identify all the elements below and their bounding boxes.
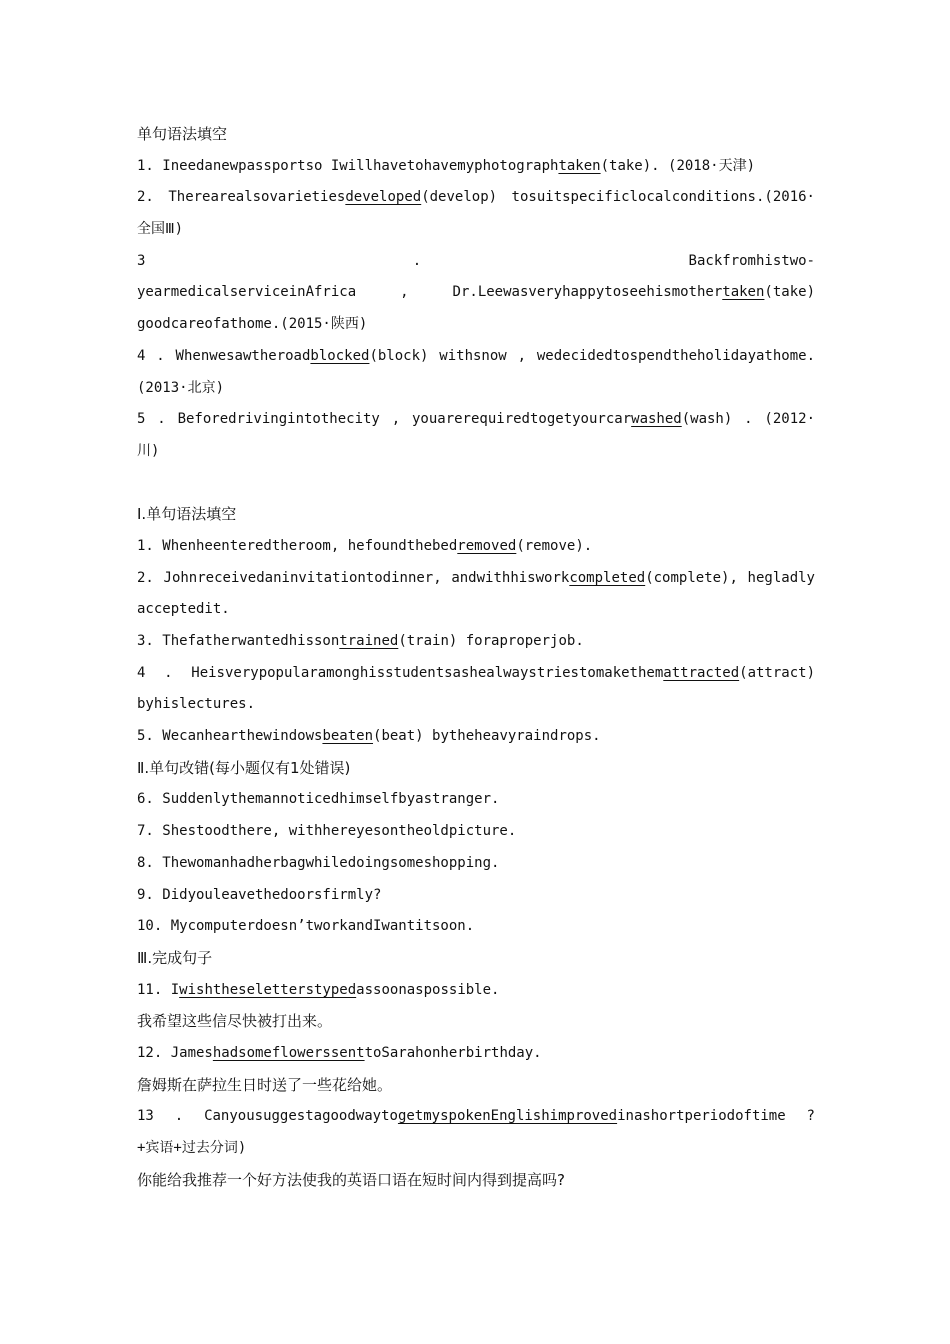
sentence-text: 2. Therearealsovarieties <box>137 189 346 206</box>
sentence-text: byhislectures. <box>137 696 256 713</box>
sentence-text: 川) <box>137 442 160 459</box>
exercise-line <box>137 214 815 246</box>
sentence-text: (block) withsnow , wedecidedtospendtheholidayathome. <box>369 347 815 364</box>
exercise-line <box>137 246 815 278</box>
sentence-text: (wash) . (2012· <box>681 411 815 428</box>
answer-underlined: removed <box>457 537 517 554</box>
sentence-text: (train) foraproperjob. <box>398 633 584 649</box>
sentence-text: 全国Ⅲ) <box>137 221 184 238</box>
translation-text: 詹姆斯在萨拉生日时送了一些花给她。 <box>137 1075 393 1094</box>
sentence-text: toSarahonherbirthday. <box>364 1044 542 1061</box>
spacer <box>137 468 815 500</box>
answer-underlined: trained <box>339 633 399 649</box>
answer-underlined: getmyspokenEnglishimproved <box>397 1108 618 1125</box>
exercise-item <box>137 341 815 404</box>
correction-item: 10. Mycomputerdoesn’tworkandIwantitsoon. <box>137 918 475 935</box>
sentence-text: 5 . Beforedrivingintothecity , youarerequiredtogetyourcar <box>137 411 632 428</box>
correction-item: 9. Didyouleavethedoorsfirmly? <box>137 886 382 903</box>
exercise-line <box>137 404 815 436</box>
sentence-text: 4 . Whenwesawtheroad <box>137 347 311 364</box>
sentence-text: acceptedit. <box>137 601 230 618</box>
sentence-text: 1. Whenheenteredtheroom, hefoundthebed <box>137 537 458 554</box>
sentence-text: (complete), hegladly <box>645 569 815 586</box>
sentence-text: 12. James <box>137 1044 213 1061</box>
exercise-line <box>137 277 815 309</box>
exercise-line <box>137 721 815 753</box>
sentence-text: (attract) <box>739 664 815 681</box>
sentence-text: 11. I <box>137 981 180 998</box>
exercise-line <box>137 373 815 405</box>
answer-underlined: taken <box>558 157 601 174</box>
exercise-item <box>137 1038 815 1101</box>
exercise-item <box>137 151 815 183</box>
exercise-line <box>137 151 815 183</box>
answer-underlined: washed <box>631 411 682 428</box>
sentence-text: 3. Thefatherwantedhisson <box>137 633 340 649</box>
exercise-item <box>137 404 815 467</box>
exercise-line <box>137 594 815 626</box>
answer-underlined: wishtheseletterstyped <box>179 981 357 998</box>
sentence-text: yearmedicalserviceinAfrica , Dr.Leewasveryhappytoseehismother <box>137 284 723 301</box>
sentence-text: (remove). <box>516 537 593 554</box>
answer-underlined: blocked <box>310 347 370 364</box>
exercise-line <box>137 626 815 658</box>
sentence-text: assoonaspossible. <box>356 981 500 998</box>
exercise-item <box>137 246 815 341</box>
exercise-line <box>137 436 815 468</box>
translation-text: 你能给我推荐一个好方法使我的英语口语在短时间内得到提高吗? <box>137 1170 565 1189</box>
sentence-text: (take). (2018·天津) <box>600 157 756 174</box>
sentence-text: (beat) bytheheavyraindrops. <box>373 728 601 745</box>
sentence-text: (2013·北京) <box>137 379 225 396</box>
exercise-line <box>137 1133 815 1165</box>
section-heading: Ⅲ.完成句子 <box>137 948 213 967</box>
answer-underlined: hadsomeflowerssent <box>212 1044 365 1061</box>
exercise-item <box>137 721 815 753</box>
exercise-item <box>137 182 815 245</box>
exercise-item <box>137 626 815 658</box>
exercise-line <box>137 975 815 1007</box>
sentence-text: (develop) tosuitspecificlocalconditions.(2016· <box>421 189 815 206</box>
sentence-text: goodcareofathome.(2015·陕西) <box>137 316 368 333</box>
section-heading: 单句语法填空 <box>137 125 228 143</box>
exercise-line <box>137 531 815 563</box>
exercise-line <box>137 1038 815 1070</box>
exercise-item <box>137 1101 815 1196</box>
exercise-line <box>137 341 815 373</box>
exercise-line <box>137 689 815 721</box>
section-heading: Ⅱ.单句改错(每小题仅有1处错误) <box>137 758 351 777</box>
sentence-text: +宾语+过去分词) <box>137 1140 247 1156</box>
section-heading: Ⅰ.单句语法填空 <box>137 505 237 524</box>
answer-underlined: beaten <box>322 728 374 745</box>
correction-item: 7. Shestoodthere, withhereyesontheoldpicture. <box>137 823 517 840</box>
sentence-text: 3 . Backfromhistwo- <box>137 252 815 269</box>
exercise-item <box>137 563 815 626</box>
exercise-item <box>137 531 815 563</box>
sentence-text: 13 . Canyousuggestagoodwayto <box>137 1108 398 1125</box>
sentence-text: 4 . Heisverypopularamonghisstudentsashealwaystriestomakethem <box>137 664 664 681</box>
sentence-text: 1. Ineedanewpassportso Iwillhavetohavemyphotograph <box>137 157 559 174</box>
correction-item: 6. Suddenlythemannoticedhimselfbyastranger. <box>137 791 500 808</box>
exercise-line <box>137 563 815 595</box>
exercise-item <box>137 975 815 1038</box>
exercise-line <box>137 658 815 690</box>
exercise-item <box>137 658 815 721</box>
document-page <box>137 119 815 1196</box>
translation-text: 我希望这些信尽快被打出来。 <box>137 1012 333 1031</box>
exercise-line <box>137 182 815 214</box>
correction-item: 8. Thewomanhadherbagwhiledoingsomeshopping. <box>137 854 500 871</box>
answer-underlined: attracted <box>663 664 740 681</box>
answer-underlined: taken <box>722 284 765 301</box>
sentence-text: 2. Johnreceivedaninvitationtodinner, andwithhiswork <box>137 569 570 586</box>
answer-underlined: completed <box>569 569 646 586</box>
exercise-line <box>137 1101 815 1133</box>
sentence-text: inashortperiodoftime ? <box>617 1108 815 1125</box>
sentence-text: 5. Wecanhearthewindows <box>137 728 323 745</box>
answer-underlined: developed <box>345 189 422 206</box>
sentence-text: (take) <box>764 284 815 301</box>
exercise-line <box>137 309 815 341</box>
